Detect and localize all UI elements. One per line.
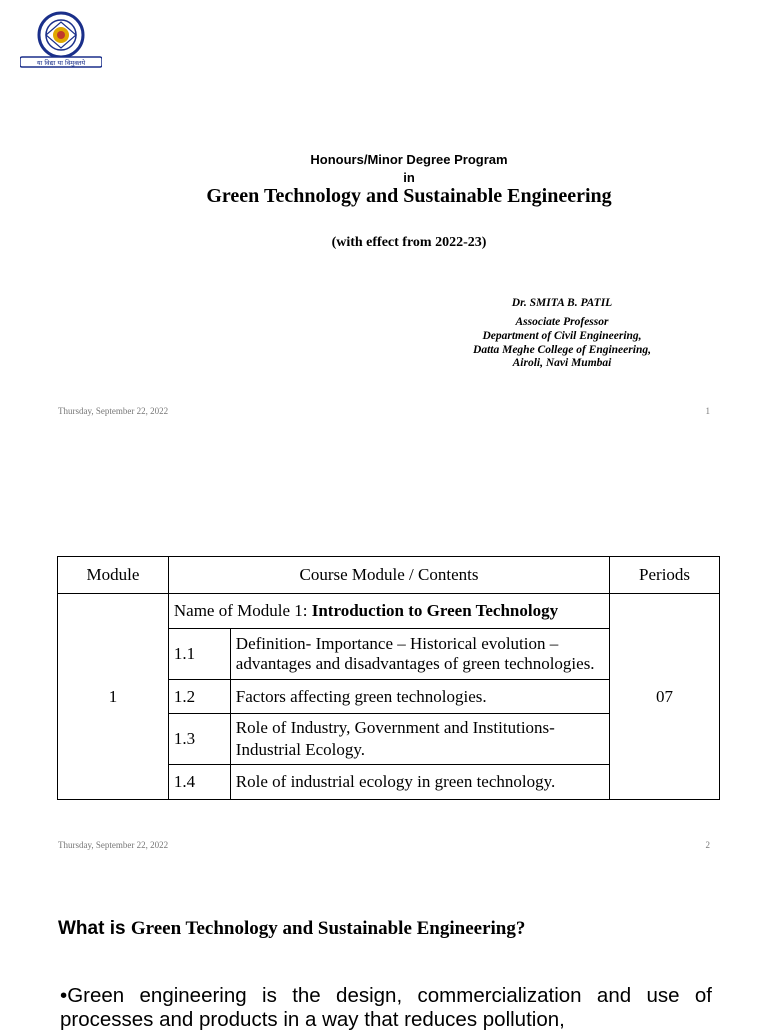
module-periods: 07 — [610, 594, 720, 800]
author-college: Datta Meghe College of Engineering, — [473, 344, 651, 356]
section-question — [58, 918, 525, 940]
row-text: Factors affecting green technologies. — [230, 680, 609, 714]
question-rest: Green Technology and Sustainable Engineering? — [130, 918, 526, 939]
header-periods: Periods — [610, 557, 720, 594]
author-location: Airoli, Navi Mumbai — [512, 357, 612, 369]
effect-date: (with effect from 2022-23) — [331, 235, 487, 250]
author-name: Dr. SMITA B. PATIL — [511, 297, 613, 309]
row-number: 1.1 — [168, 629, 230, 680]
row-text: Definition- Importance – Historical evolution – advantages and disadvantages of green technologies. — [230, 629, 609, 680]
module-name: Introduction to Green Technology — [311, 601, 559, 620]
header-contents: Course Module / Contents — [168, 557, 609, 594]
row-text: Role of industrial ecology in green technology. — [230, 765, 609, 800]
bullet-text: Green engineering is the design, commercialization and use of processes and products in a way that reduces pollution, — [60, 984, 712, 1031]
module-name-cell — [168, 594, 609, 629]
author-role: Associate Professor — [515, 316, 609, 328]
module-name-prefix: Name of Module 1: — [173, 601, 312, 620]
logo-motto: या विद्या या विमुक्तये — [36, 59, 86, 67]
row-number: 1.4 — [168, 765, 230, 800]
slide2-footer-date: Thursday, September 22, 2022 — [58, 840, 169, 850]
module-table — [57, 556, 720, 800]
row-number: 1.2 — [168, 680, 230, 714]
question-prefix: What is — [58, 918, 131, 939]
bullet-item: •Green engineering is the design, commercialization and use of processes and products in a way that reduces pollution, — [60, 984, 712, 1031]
institution-logo — [20, 10, 102, 68]
slide1-footer-date: Thursday, September 22, 2022 — [58, 406, 169, 416]
row-number: 1.3 — [168, 714, 230, 765]
program-label: Honours/Minor Degree Program — [310, 152, 508, 167]
course-title: Green Technology and Sustainable Engineering — [206, 185, 612, 207]
row-text: Role of Industry, Government and Institutions- Industrial Ecology. — [230, 714, 609, 765]
header-module: Module — [58, 557, 169, 594]
slide2-page-number: 2 — [705, 840, 710, 850]
slide1-page-number: 1 — [705, 406, 710, 416]
program-in-label: in — [403, 170, 415, 185]
module-number: 1 — [58, 594, 169, 800]
author-department: Department of Civil Engineering, — [482, 330, 642, 342]
